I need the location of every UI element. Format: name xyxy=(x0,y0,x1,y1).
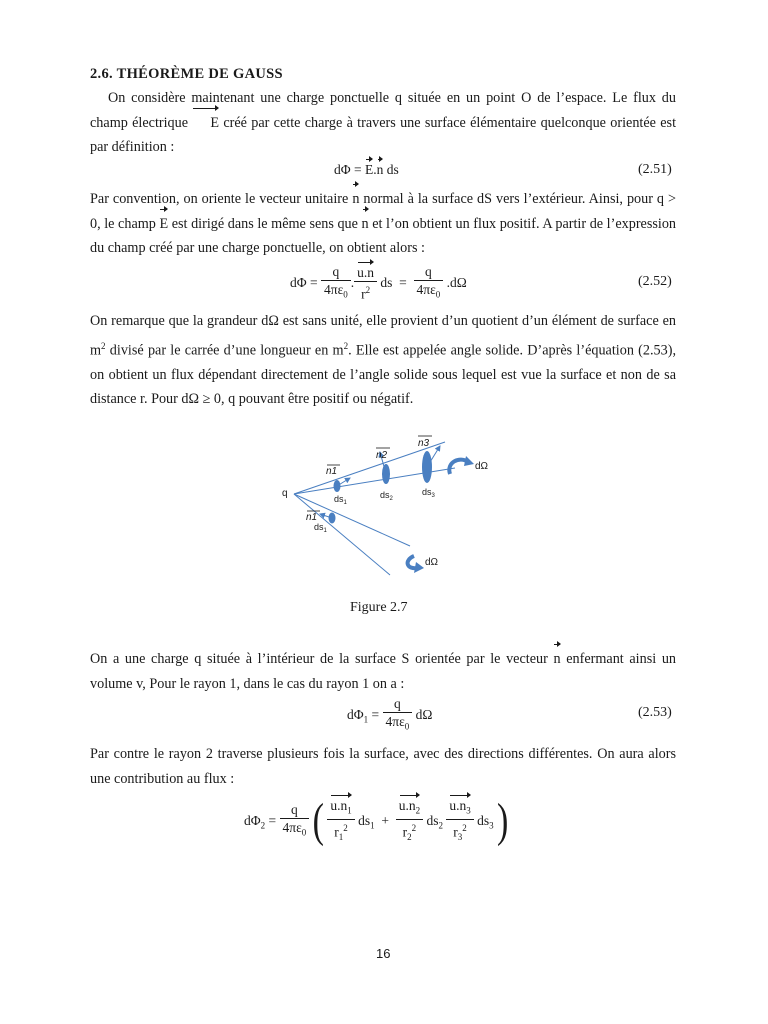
left-paren: ( xyxy=(312,795,324,848)
fraction-numerator: q xyxy=(414,264,444,281)
fraction-numerator xyxy=(446,798,473,820)
fraction-denominator xyxy=(354,282,377,303)
eq-sub: 2 xyxy=(407,831,412,842)
label-ds3: $ds_3$ xyxy=(422,487,435,499)
fraction xyxy=(396,798,423,846)
fraction-denominator xyxy=(321,281,351,304)
eq-term: dΦ xyxy=(347,706,364,722)
label-ds2: $ds_2$ xyxy=(380,490,393,502)
arrowhead xyxy=(414,562,424,573)
eq-sign: = xyxy=(399,274,407,290)
paragraph-charge-inside xyxy=(90,647,676,696)
text-span: créé par cette charge à travers une surface élémentaire quelconque orientée est par définition : xyxy=(90,114,677,155)
eq-sup: 2 xyxy=(411,822,417,833)
eq-sub: 3 xyxy=(489,820,494,831)
eq-term: ds xyxy=(477,813,490,829)
vector-E: E xyxy=(365,162,374,177)
fraction-denominator xyxy=(446,820,473,846)
fraction-denominator xyxy=(414,281,444,304)
eq-term: u.n xyxy=(398,798,416,813)
vector-E: E xyxy=(159,212,168,237)
label-ds1-lower: $ds_1$ xyxy=(314,522,327,534)
eq-term: r xyxy=(334,824,339,840)
fraction xyxy=(280,802,310,842)
vector-n: n xyxy=(362,212,369,237)
equation-2-51 xyxy=(334,162,399,178)
fraction-denominator xyxy=(280,819,310,842)
label-n2: n2 xyxy=(376,450,388,461)
text-span: et l’on obtient un flux positif. A partir de l’expression du champ créé par une charge ponctuelle, on obtient alors : xyxy=(90,215,677,256)
eq-sup: 2 xyxy=(343,822,348,833)
eq-term: dΦ xyxy=(334,162,351,177)
vector-un: u.n xyxy=(357,265,374,281)
eq-term: 4πε xyxy=(282,820,302,836)
equation-2-52 xyxy=(290,264,467,304)
eq-term: r xyxy=(361,286,366,302)
label-domega-upper: dΩ xyxy=(475,461,489,472)
eq-sign: + xyxy=(381,813,389,829)
equation-number: (2.51) xyxy=(638,162,672,177)
eq-sub: 2 xyxy=(260,820,266,831)
eq-term: dΦ xyxy=(244,813,261,829)
text-span: On remarque que la grandeur dΩ est sans unité, elle provient d’un quotient d’un élément de surface en m xyxy=(90,313,676,359)
fraction-numerator xyxy=(396,798,423,820)
ray-line xyxy=(294,494,390,575)
paragraph-ray-2 xyxy=(90,742,676,791)
label-n3: n3 xyxy=(418,438,430,449)
eq-sub: 2 xyxy=(415,805,421,816)
eq-term: 4πε xyxy=(324,282,344,297)
eq-dot: . xyxy=(373,162,377,177)
page-number: 16 xyxy=(376,946,391,961)
eq-sub: 1 xyxy=(370,820,375,831)
vector-un xyxy=(449,798,470,819)
fraction xyxy=(414,264,444,304)
eq-sup: 2 xyxy=(365,285,371,296)
arrowhead xyxy=(464,456,474,466)
eq-sub: 0 xyxy=(404,721,410,732)
eq-term: ds xyxy=(386,162,399,177)
vector-n: n xyxy=(352,187,359,212)
paragraph-convention xyxy=(90,187,676,261)
equation-flux-ray-2 xyxy=(244,795,509,848)
eq-term: .dΩ xyxy=(446,274,467,290)
text-span: Par convention, on oriente le vecteur unitaire xyxy=(90,191,349,207)
eq-term: ds xyxy=(358,813,371,829)
eq-sub: 2 xyxy=(438,820,443,831)
label-domega-lower: dΩ xyxy=(425,557,439,568)
fraction xyxy=(321,264,351,304)
text-span: enfermant ainsi un volume v, Pour le rayon 1, dans le cas du rayon 1 on a : xyxy=(90,651,677,692)
fraction-denominator xyxy=(396,820,423,846)
fraction xyxy=(354,265,377,303)
paragraph-solid-angle xyxy=(90,309,676,412)
eq-sign: = xyxy=(268,813,277,829)
eq-term: ds xyxy=(426,813,439,829)
text-sup: 2 xyxy=(101,340,106,351)
fraction-numerator xyxy=(354,265,377,282)
eq-sub: 0 xyxy=(435,289,441,300)
figure-2-7-diagram xyxy=(280,430,500,590)
fraction xyxy=(383,696,413,736)
section-heading: 2.6. THÉORÈME DE GAUSS xyxy=(90,66,283,82)
eq-term: ds xyxy=(380,274,393,290)
fraction xyxy=(327,798,354,846)
eq-term: dΦ xyxy=(290,274,307,290)
fraction-numerator: q xyxy=(383,696,413,713)
eq-term: dΩ xyxy=(415,706,433,722)
eq-term: r xyxy=(453,824,458,840)
text-span: est dirigé dans le même sens que xyxy=(171,215,358,232)
eq-term: 4πε xyxy=(385,714,405,729)
eq-sign: = xyxy=(371,706,380,722)
fraction-numerator: q xyxy=(280,802,310,819)
fraction-denominator xyxy=(383,713,413,736)
fraction xyxy=(446,798,473,846)
eq-sign: = xyxy=(310,274,318,290)
equation-number: (2.52) xyxy=(638,274,672,289)
text-span: On a une charge q située à l’intérieur de la surface S orientée par le vecteur xyxy=(90,651,548,667)
eq-sign: = xyxy=(354,162,362,177)
eq-sub: 1 xyxy=(347,805,352,816)
paragraph-intro xyxy=(90,86,676,160)
eq-sup: 2 xyxy=(462,822,467,833)
vector-un xyxy=(330,798,351,819)
label-n1-upper: n1 xyxy=(326,466,338,477)
text-span: On considère maintenant une charge ponctuelle q située en un point O de l’espace. Le flux du champ électrique xyxy=(90,90,676,131)
eq-term: r xyxy=(402,824,408,840)
fraction-numerator: q xyxy=(321,264,351,281)
text-span: normal à la surface dS vers l’extérieur. Ainsi, pour q > 0, le champ xyxy=(90,191,677,232)
fraction-numerator xyxy=(327,798,354,820)
eq-sub: 0 xyxy=(343,289,348,300)
equation-2-53 xyxy=(347,696,432,736)
eq-sub: 1 xyxy=(363,714,369,725)
vector-n: n xyxy=(376,162,384,177)
fraction-denominator xyxy=(327,820,354,846)
text-span: divisé par le carrée d’une longueur en m xyxy=(105,342,344,359)
vector-E: E xyxy=(192,111,219,136)
text-span: Par contre le rayon 2 traverse plusieurs fois la surface, avec des directions différentes. On aura alors une contribution au flux : xyxy=(90,746,676,787)
eq-sub: 0 xyxy=(301,827,307,838)
vector-n: n xyxy=(553,647,560,672)
eq-sub: 3 xyxy=(466,805,471,816)
right-paren: ) xyxy=(497,795,509,848)
text-sup: 2 xyxy=(343,340,349,351)
eq-term: u.n xyxy=(330,798,348,813)
figure-caption: Figure 2.7 xyxy=(350,600,408,615)
label-n1-lower: n1 xyxy=(306,512,318,523)
eq-term: u.n xyxy=(449,798,467,813)
eq-dot: . xyxy=(350,274,355,290)
eq-sub: 1 xyxy=(338,831,344,842)
eq-sub: 3 xyxy=(457,831,463,842)
equation-number: (2.53) xyxy=(638,705,672,720)
vector-un xyxy=(399,798,420,819)
label-q: q xyxy=(282,488,288,499)
text-span: . Elle est appelée angle solide. D’après l’équation (2.53), on obtient un flux dépendant directement de l’angle solide sous lequel est vue la surface et non de sa distance r. Pour dΩ ≥ 0, q pouvant être positif ou négatif. xyxy=(90,342,676,408)
label-ds1-upper: $ds_1$ xyxy=(334,494,347,506)
eq-term: 4πε xyxy=(416,282,436,297)
